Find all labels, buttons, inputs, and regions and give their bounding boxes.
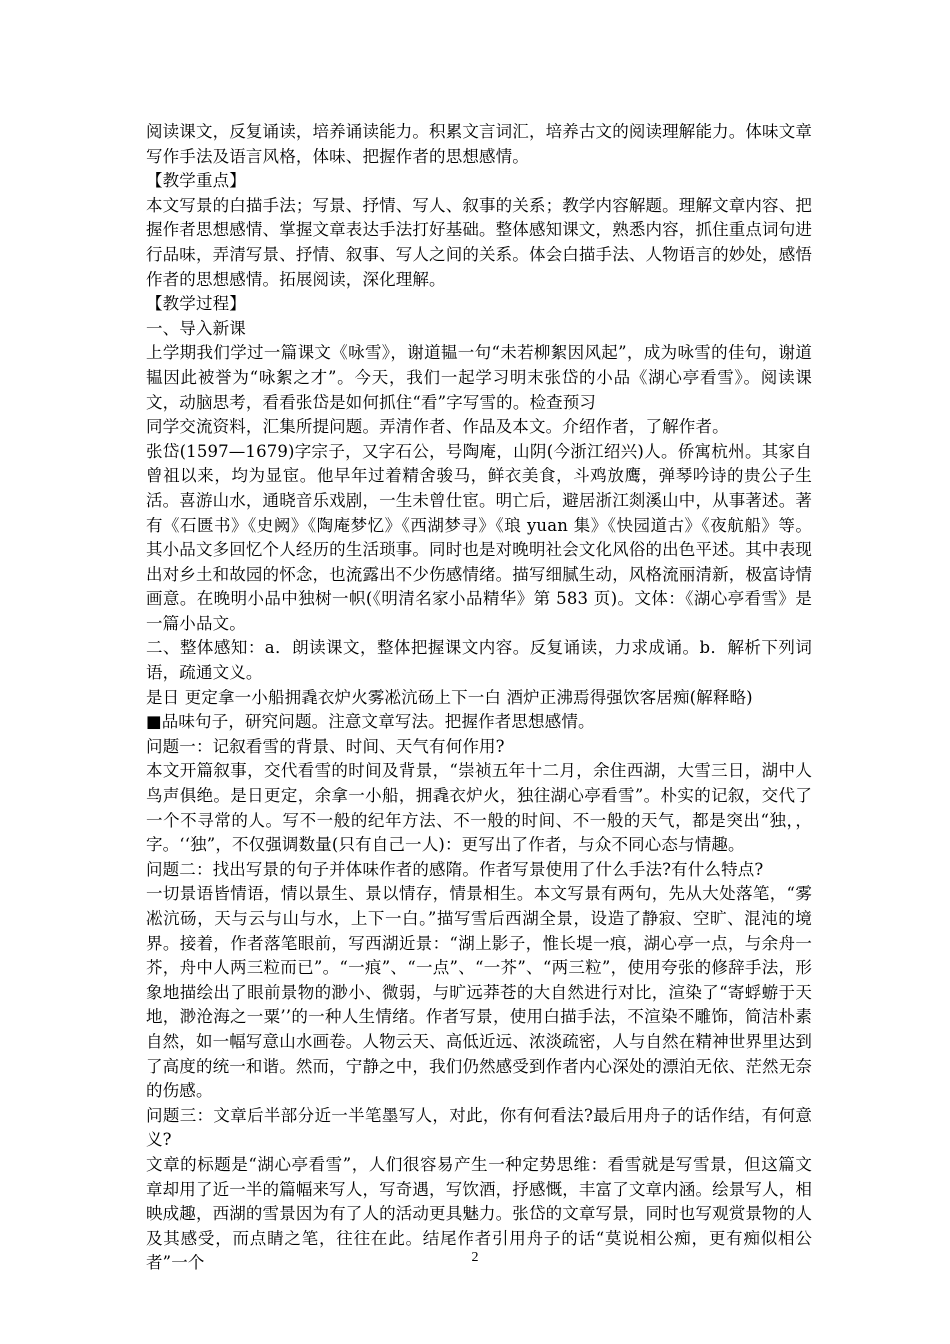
paragraph-vocabulary: 是日 更定拿一小船拥毳衣炉火雾凇沆砀上下一白 酒炉正沸焉得强饮客居痴(解释略) [146, 687, 753, 707]
document-body [146, 120, 812, 1276]
paragraph-sentence-study: ■品味句子，研究问题。注意文章写法。把握作者思想感情。 [146, 712, 595, 732]
question-three: 问题三：文章后半部分近一半笔墨写人，对此，你有何看法?最后用舟子的话作结，有何意义? [146, 1105, 812, 1150]
heading-teaching-process: 【教学过程】 [146, 294, 246, 314]
paragraph-teaching-focus: 本文写景的白描手法；写景、抒情、写人、叙事的关系；教学内容解题。理解文章内容、把握作者思想感情、掌握文章表达手法打好基础。整体感知课文，熟悉内容，抓住重点词句进行品味，弄清写景、抒情、叙事、写人之间的关系。体会白描手法、人物语言的妙处，感悟作者的思想感情。拓展阅读，深化理解。 [146, 195, 812, 289]
paragraph-objectives: 阅读课文，反复诵读，培养诵读能力。积累文言词汇，培养古文的阅读理解能力。体味文章写作手法及语言风格，体味、把握作者的思想感情。 [146, 122, 812, 166]
answer-two: 一切景语皆情语，情以景生、景以情存，情景相生。本文写景有两句，先从大处落笔，“雾凇沆砀，天与云与山与水，上下一白。”描写雪后西湖全景，设造了静寂、空旷、混沌的境界。接着，作者落笔眼前，写西湖近景：“湖上影子，惟长堤一痕，湖心亭一点，与余舟一芥，舟中人两三粒而已”。“一痕”、“一点”、“一芥”、“两三粒”，使用夸张的修辞手法，形象地描绘出了眼前景物的渺小、微弱，与旷远莽苍的大自然进行对比，渲染了“寄蜉蝣于天地，渺沧海之一粟’’的一种人生情绪。作者写景，使用白描手法，不渲染不雕饰，简洁朴素自然，如一幅写意山水画卷。人物云天、高低近远、浓淡疏密，人与自然在精神世界里达到了高度的统一和谐。然而，宁静之中，我们仍然感受到作者内心深处的漂泊无依、茫然无奈的伤感。 [146, 884, 812, 1101]
question-two: 问题二：找出写景的句子并体味作者的感隋。作者写景使用了什么手法?有什么特点? [146, 859, 764, 879]
answer-one: 本文开篇叙事，交代看雪的时间及背景，“崇祯五年十二月，余住西湖，大雪三日，湖中人鸟声俱绝。是日更定，余拿一小船，拥毳衣炉火，独往湖心亭看雪”。朴实的记叙，交代了一个不寻常的人。写不一般的纪年方法、不一般的时间、不一般的天气，都是突出“独，，字。‘‘独”，不仅强调数量(只有自己一人)：更写出了作者，与众不同心态与情趣。 [146, 761, 812, 855]
paragraph-overall-perception: 二、整体感知：a．朗读课文，整体把握课文内容。反复诵读，力求成诵。b．解析下列词语，疏通文义。 [146, 638, 812, 683]
question-one: 问题一：记叙看雪的背景、时间、天气有何作用? [146, 736, 505, 756]
heading-teaching-focus: 【教学重点】 [146, 171, 246, 191]
paragraph-author-bio: 张岱(1597—1679)字宗子，又字石公，号陶庵，山阴(今浙江绍兴)人。侨寓杭州。其家自曾祖以来，均为显宦。他早年过着精舍骏马，鲜衣美食，斗鸡放鹰，弹琴吟诗的贵公子生活。喜游山水，通晓音乐戏剧，一生未曾仕宦。明亡后，避居浙江剡溪山中，从事著述。著有《石匮书》《史阙》《陶庵梦忆》《西湖梦寻》《琅 yuan 集》《快园道古》《夜航船》等。其小品文多回忆个人经历的生活琐事。同时也是对晚明社会文化风俗的出色平述。其中表现出对乡土和故园的怀念，也流露出不少伤感情绪。描写细腻生动，风格流丽清新，极富诗情画意。在晚明小品中独树一帜(《明清名家小品精华》第 583 页)。文体：《湖心亭看雪》是一篇小品文。 [146, 441, 812, 633]
heading-introduction: 一、导入新课 [146, 318, 246, 338]
paragraph-introduction: 上学期我们学过一篇课文《咏雪》，谢道韫一句“未若柳絮因风起”，成为咏雪的佳句，谢道韫因此被誉为“咏絮之才”。今天，我们一起学习明末张岱的小品《湖心亭看雪》。阅读课文，动脑思考，看看张岱是如何抓住“看”字写雪的。检查预习 [146, 343, 812, 412]
page-number: 2 [471, 1250, 479, 1265]
answer-three: 文章的标题是“湖心亭看雪”，人们很容易产生一种定势思维：看雪就是写雪景，但这篇文章却用了近一半的篇幅来写人，写奇遇，写饮酒，抒感慨，丰富了文章内涵。绘景写人，相映成趣，西湖的雪景因为有了人的活动更具魅力。张岱的文章写景，同时也写观赏景物的人及其感受，而点睛之笔，往往在此。结尾作者引用舟子的话“莫说相公痴，更有痴似相公者”一个 [146, 1154, 812, 1273]
paragraph-exchange: 同学交流资料，汇集所提问题。弄清作者、作品及本文。介绍作者，了解作者。 [146, 417, 729, 437]
